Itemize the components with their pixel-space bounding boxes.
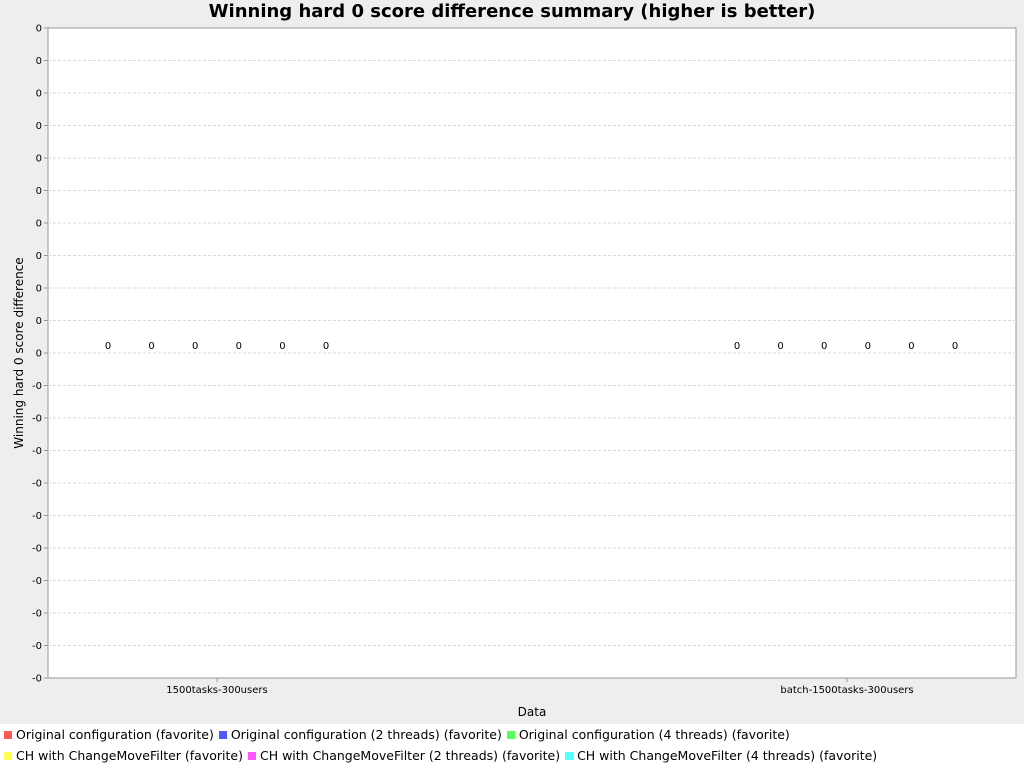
y-tick-label: 0 [35, 88, 42, 100]
y-tick-label: 0 [35, 316, 42, 327]
data-label: 0 [777, 341, 784, 352]
legend-swatch-icon [565, 752, 573, 760]
x-category-label: 1500tasks-300users [166, 685, 268, 696]
y-tick-label: 0 [35, 186, 42, 197]
legend-item [507, 727, 790, 742]
y-tick-label: -0 [32, 673, 42, 685]
data-label: 0 [104, 341, 112, 352]
data-label: 0 [951, 341, 959, 352]
y-tick-label: 0 [35, 251, 42, 262]
y-tick-label: 0 [35, 218, 42, 230]
y-tick-label: -0 [32, 641, 42, 652]
data-label: 0 [279, 341, 286, 352]
y-tick-label: -0 [32, 381, 42, 392]
legend-row-2 [0, 745, 878, 766]
y-axis-ticks [32, 24, 48, 685]
y-tick-label: -0 [32, 446, 42, 457]
data-label: 0 [864, 341, 871, 352]
y-tick-label: 0 [35, 348, 42, 360]
y-tick-label: -0 [32, 478, 42, 490]
legend-label: CH with ChangeMoveFilter (2 threads) (favorite) [259, 748, 561, 763]
legend [0, 724, 1024, 768]
legend-swatch-icon [507, 731, 515, 739]
y-tick-label: 0 [35, 283, 42, 295]
y-tick-label: -0 [32, 608, 42, 620]
legend-label: CH with ChangeMoveFilter (4 threads) (favorite) [577, 748, 878, 763]
y-tick-label: -0 [32, 511, 42, 522]
data-label: 0 [908, 341, 915, 352]
y-tick-label: 0 [35, 121, 42, 132]
data-label: 0 [192, 341, 199, 352]
legend-label: Original configuration (2 threads) (favorite) [230, 727, 502, 742]
legend-swatch-icon [4, 752, 12, 760]
legend-item [219, 727, 502, 742]
y-tick-label: 0 [35, 23, 42, 35]
data-label: 0 [148, 341, 155, 352]
x-axis-title: Data [517, 705, 547, 719]
y-tick-label: -0 [32, 543, 42, 555]
legend-label: Original configuration (4 threads) (favorite) [518, 727, 790, 742]
legend-item [248, 748, 560, 763]
legend-item [4, 727, 214, 742]
data-label: 0 [322, 341, 330, 352]
legend-swatch-icon [248, 752, 256, 760]
data-label: 0 [821, 341, 828, 352]
legend-item [4, 748, 243, 763]
y-tick-label: 0 [35, 56, 42, 67]
y-tick-label: -0 [32, 413, 42, 425]
legend-row-1 [0, 724, 791, 745]
y-tick-label: -0 [32, 576, 42, 587]
x-category-label: batch-1500tasks-300users [780, 685, 914, 696]
legend-swatch-icon [219, 731, 227, 739]
legend-label: CH with ChangeMoveFilter (favorite) [16, 748, 243, 763]
x-axis-categories [166, 678, 913, 696]
data-label: 0 [235, 341, 242, 352]
data-label: 0 [733, 341, 741, 352]
y-axis-title: Winning hard 0 score difference [12, 257, 26, 449]
legend-label: Original configuration (favorite) [16, 727, 214, 742]
y-tick-label: 0 [35, 153, 42, 165]
legend-item [565, 748, 877, 763]
chart-title: Winning hard 0 score difference summary (higher is better) [208, 1, 816, 22]
legend-swatch-icon [4, 731, 12, 739]
